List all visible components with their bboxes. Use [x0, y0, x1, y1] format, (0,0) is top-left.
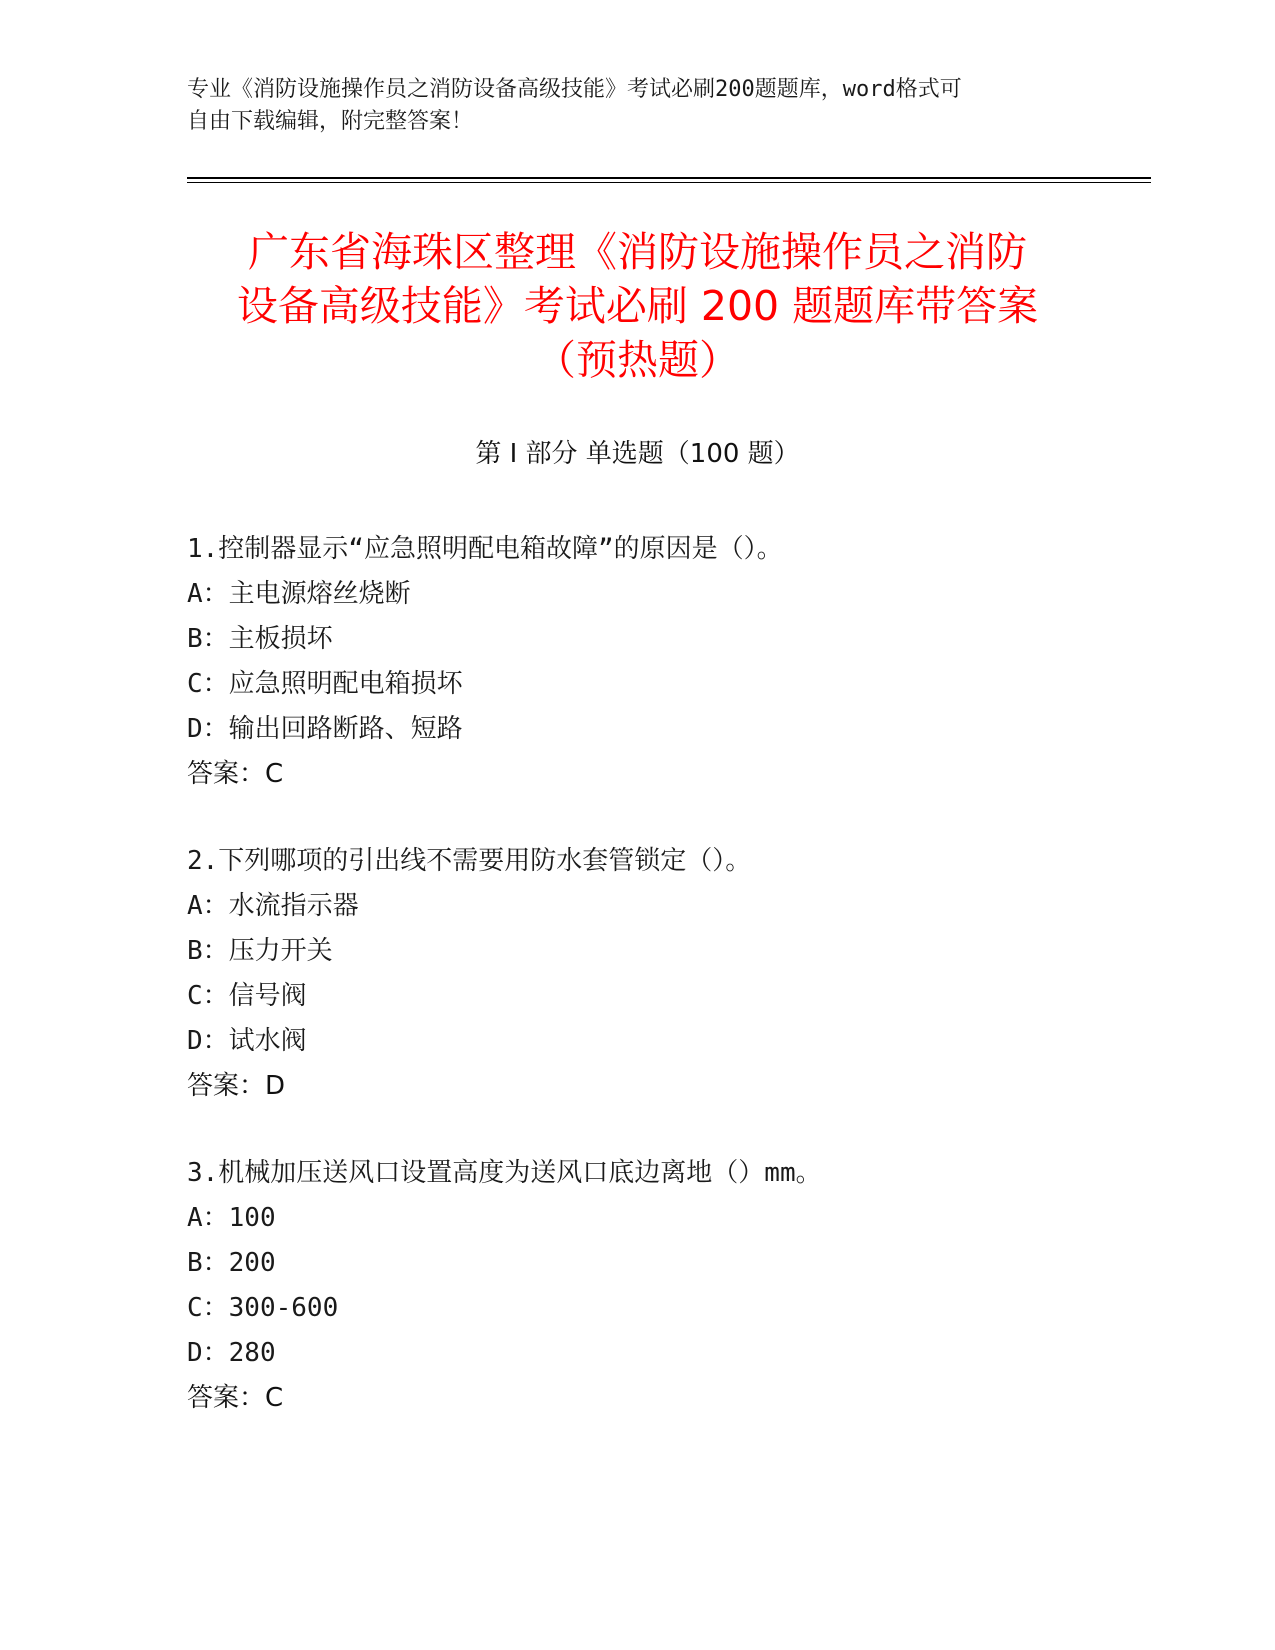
option-d: D：280 — [187, 1338, 276, 1368]
option-b: B：主板损坏 — [187, 624, 333, 654]
option-d: D：试水阀 — [187, 1026, 307, 1056]
question-list — [187, 527, 1087, 1463]
document-title — [187, 225, 1088, 387]
option-a: A：主电源熔丝烧断 — [187, 579, 411, 609]
option-c: C：信号阀 — [187, 981, 307, 1011]
option-b: B：压力开关 — [187, 936, 333, 966]
header-divider-thick — [187, 177, 1151, 179]
header-note — [187, 74, 1067, 138]
question-2 — [187, 839, 1087, 1109]
header-divider-thin — [187, 182, 1151, 183]
document-title-line-1: 广东省海珠区整理《消防设施操作员之消防 — [248, 228, 1027, 276]
option-a: A：水流指示器 — [187, 891, 359, 921]
section-heading: 第 I 部分 单选题（100 题） — [475, 439, 800, 469]
question-stem: 3.机械加压送风口设置高度为送风口底边离地（）mm。 — [187, 1158, 822, 1188]
option-b: B：200 — [187, 1248, 276, 1278]
question-3 — [187, 1151, 1087, 1421]
option-a: A：100 — [187, 1203, 276, 1233]
option-c: C：300-600 — [187, 1293, 339, 1323]
option-c: C：应急照明配电箱损坏 — [187, 669, 463, 699]
answer-key: 答案：C — [187, 1383, 284, 1413]
answer-key: 答案：C — [187, 759, 284, 789]
question-1 — [187, 527, 1087, 797]
option-d: D：输出回路断路、短路 — [187, 714, 463, 744]
document-title-line-2: 设备高级技能》考试必刷 200 题题库带答案 — [236, 282, 1039, 330]
header-note-line-1: 专业《消防设施操作员之消防设备高级技能》考试必刷200题题库，word格式可 — [187, 77, 962, 102]
document-title-line-3: （预热题） — [535, 336, 740, 384]
header-note-line-2: 自由下载编辑，附完整答案！ — [187, 109, 474, 134]
question-stem: 2.下列哪项的引出线不需要用防水套管锁定（）。 — [187, 846, 752, 876]
answer-key: 答案：D — [187, 1071, 286, 1101]
question-stem: 1.控制器显示“应急照明配电箱故障”的原因是（）。 — [187, 534, 783, 564]
